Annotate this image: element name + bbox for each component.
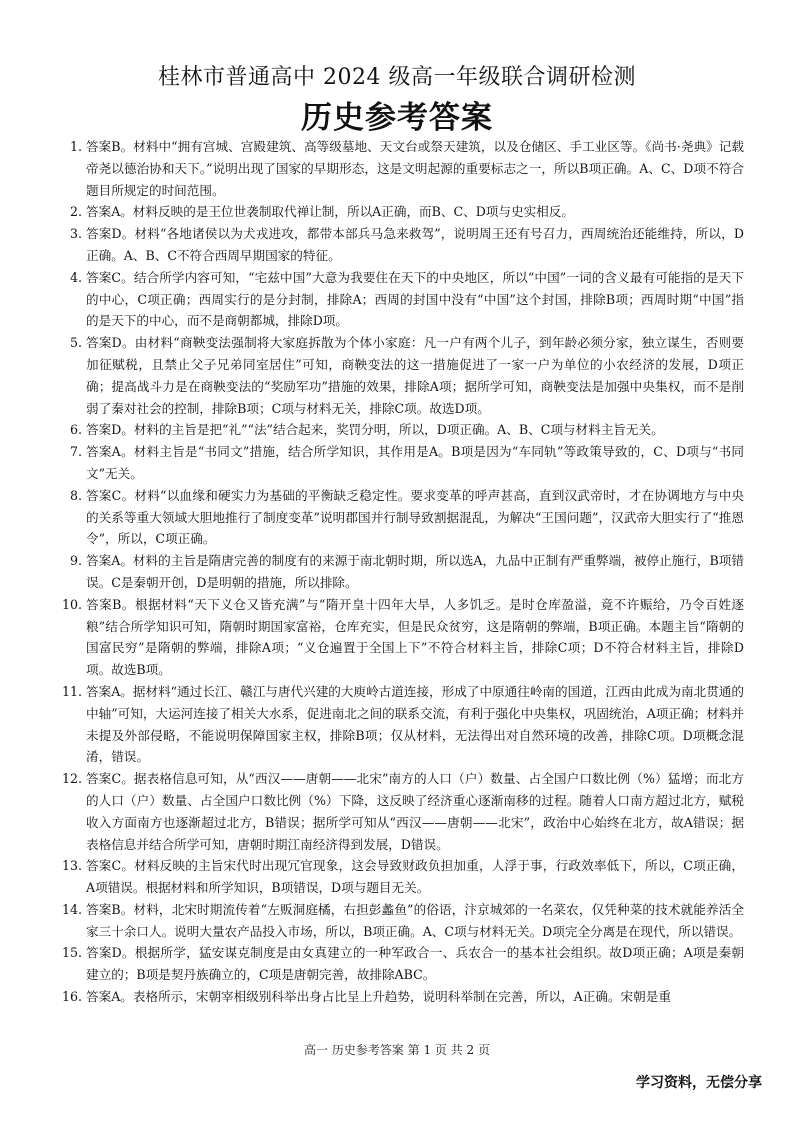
answer-item: [60, 332, 744, 419]
answer-number: 10.: [61, 596, 82, 612]
answer-number: 2.: [69, 204, 82, 220]
answer-text: 答案C。结合所学内容可知，“宅兹中国”大意为我要住在天下的中央地区，所以“中国”一词的含义最有可能指的是天下的中心，C项正确；西周实行的是分封制，排除A；西周的封国中没有“中国”这个封国，排除B项；西周时期“中国”指的是天下的中心，而不是商朝都城，排除D项。: [86, 269, 744, 329]
answer-number: 5.: [69, 335, 82, 351]
answer-text: 答案A。据材料“通过长江、赣江与唐代兴建的大庾岭古道连接，形成了中原通往岭南的国道，江西由此成为南北贯通的中轴”可知，大运河连接了相关大水系，促进南北之间的联系交流，有利于强化中央集权，巩固统治，A项正确；材料并未提及外部侵略，不能说明保障国家主权，排除B项；仅从材料，无法得出对自然环境的改善，排除C项。D项概念混淆，错误。: [86, 683, 744, 765]
answer-text: 答案D。由材料“商鞅变法强制将大家庭拆散为个体小家庭：凡一户有两个儿子，到年龄必须分家，独立谋生，否则要加征赋税，且禁止父子兄弟同室居住”可知，商鞅变法的这一措施促进了一家一户为单位的小农经济的发展，D项正确；提高战斗力是在商鞅变法的“奖励军功”措施的效果，排除A项；据所学可知，商鞅变法是加强中央集权，而不是削弱了秦对社会的控制，排除B项；C项与材料无关，排除C项。故选D项。: [86, 335, 744, 416]
answer-number: 8.: [69, 487, 82, 503]
answer-text: 答案A。材料反映的是王位世袭制取代禅让制，所以A正确，而B、C、D项与史实相反。: [86, 204, 574, 220]
answer-number: 11.: [61, 683, 82, 699]
answer-number: 7.: [69, 444, 82, 460]
answer-text: 答案B。材料，北宋时期流传着“左贩洞庭橘，右担彭蠡鱼”的俗语，汴京城郊的一名菜农，仅凭种菜的技术就能养活全家三十余口人。说明大量农产品投入市场，所以，B项正确。A、C项与材料无关。D项完全分离是在现代，所以错误。: [86, 901, 744, 939]
exam-title: 桂林市普通高中 2024 级高一年级联合调研检测: [158, 65, 636, 90]
answer-number: 15.: [61, 945, 82, 961]
answer-text: 答案B。材料中“拥有宫城、宫殿建筑、高等级墓地、天文台或祭天建筑，以及仓储区、手工业区等。《尚书·尧典》记载帝尧以德治协和天下。”说明出现了国家的早期形态，这是文明起源的重要标志之一，所以B项正确。A、C、D项不符合题目所规定的时间范围。: [86, 139, 744, 198]
answer-number: 4.: [69, 269, 82, 285]
answer-text: 答案C。材料“以血缘和硬实力为基础的平衡缺乏稳定性。要求变革的呼声甚高，直到汉武帝时，才在协调地方与中央的关系等重大领域大胆地推行了制度变革”说明郡国并行制导致割据混乱，为解决“王国问题”，汉武帝大胆实行了“推恩令”，所以，C项正确。: [86, 487, 744, 547]
answer-item: [60, 899, 744, 943]
answer-number: 16.: [61, 989, 82, 1005]
answer-number: 14.: [61, 901, 82, 917]
answer-item: [60, 768, 744, 855]
answer-text: 答案D。材料“各地诸侯以为犬戎进攻，都带本部兵马急来救驾”，说明周王还有号召力，西周统治还能维持，所以，D正确。A、B、C不符合西周早期国家的特征。: [86, 226, 744, 263]
answer-text: 答案A。表格所示，宋朝宰相级别科举出身占比呈上升趋势，说明科举制在完善，所以，A正确。宋朝是重: [86, 989, 671, 1005]
answer-list: [60, 136, 744, 1008]
answer-number: 1.: [69, 139, 82, 154]
answer-text: 答案C。材料反映的主旨宋代时出现冗官现象，这会导致财政负担加重，人浮于事，行政效率低下，所以，C项正确，A项错误。根据材料和所学知识，B项错误，D项与题目无关。: [86, 858, 744, 896]
answer-item: [60, 485, 744, 550]
answer-text: 答案A。材料的主旨是隋唐完善的制度有的来源于南北朝时期，所以选A，九品中正制有严重弊端，被停止施行，B项错误。C是秦朝开创，D是明朝的措施，所以排除。: [86, 553, 744, 590]
answer-text: 答案D。材料的主旨是把“礼”“法”结合起来，奖罚分明，所以，D项正确。A、B、C项与材料主旨无关。: [86, 422, 664, 438]
answer-text: 答案A。材料主旨是“书同文”措施，结合所学知识，其作用是A。B项是因为“车同轨”等政策导致的，C、D项与“书同文”无关。: [86, 444, 744, 481]
answer-number: 12.: [61, 771, 82, 787]
answer-item: [60, 942, 744, 986]
answer-item: [60, 855, 744, 899]
answer-text: 答案D。根据所学，猛安谋克制度是由女真建立的一种军政合一、兵农合一的基本社会组织。故D项正确；A项是秦朝建立的；B项是契丹族确立的，C项是唐朝完善，故排除ABC。: [86, 945, 744, 983]
answer-item: [60, 223, 744, 267]
answer-number: 9.: [69, 553, 82, 569]
answer-item: [60, 594, 744, 681]
answer-number: 13.: [61, 858, 82, 874]
answer-number: 6.: [69, 422, 82, 438]
answer-item: [60, 986, 744, 1008]
answer-item: [60, 681, 744, 768]
answer-item: [60, 419, 744, 441]
answer-item: [60, 441, 744, 485]
answer-text: 答案C。据表格信息可知，从“西汉——唐朝——北宋”南方的人口（户）数量、占全国户口数比例（%）猛增；而北方的人口（户）数量、占全国户口数比例（%）下降，这反映了经济重心逐渐南移的过程。随着人口南方超过北方，赋税收入方面南方也逐渐超过北方，B错误；据所学可知从“西汉——唐朝——北宋”，政治中心始终在北方，故A错误；据表格信息并结合所学可知，唐朝时期江南经济得到发展，D错误。: [86, 771, 744, 852]
share-note: 学习资料，无偿分享: [636, 1075, 762, 1091]
answer-item: [60, 267, 744, 332]
page-footer: 高一 历史参考答案 第 1 页 共 2 页: [304, 1043, 490, 1057]
answer-text: 答案B。根据材料“天下义仓又皆充满”与“隋开皇十四年大旱，人多饥乏。是时仓库盈溢，竟不许赈给，乃令百姓逐粮”结合所学知识可知，隋朝时期国家富裕，仓库充实，但是民众贫穷，这是隋朝的弊端，B项正确。本题主旨“隋朝的国富民穷”是隋朝的弊端，排除A项；“义仓遍置于全国上下”不符合材料主旨，排除C项；D不符合材料主旨，排除D项。故选B项。: [86, 596, 744, 678]
document-title: 历史参考答案: [301, 100, 493, 136]
answer-item: [60, 136, 744, 201]
answer-number: 3.: [69, 226, 82, 242]
answer-item: [60, 550, 744, 594]
answer-item: [60, 201, 744, 223]
